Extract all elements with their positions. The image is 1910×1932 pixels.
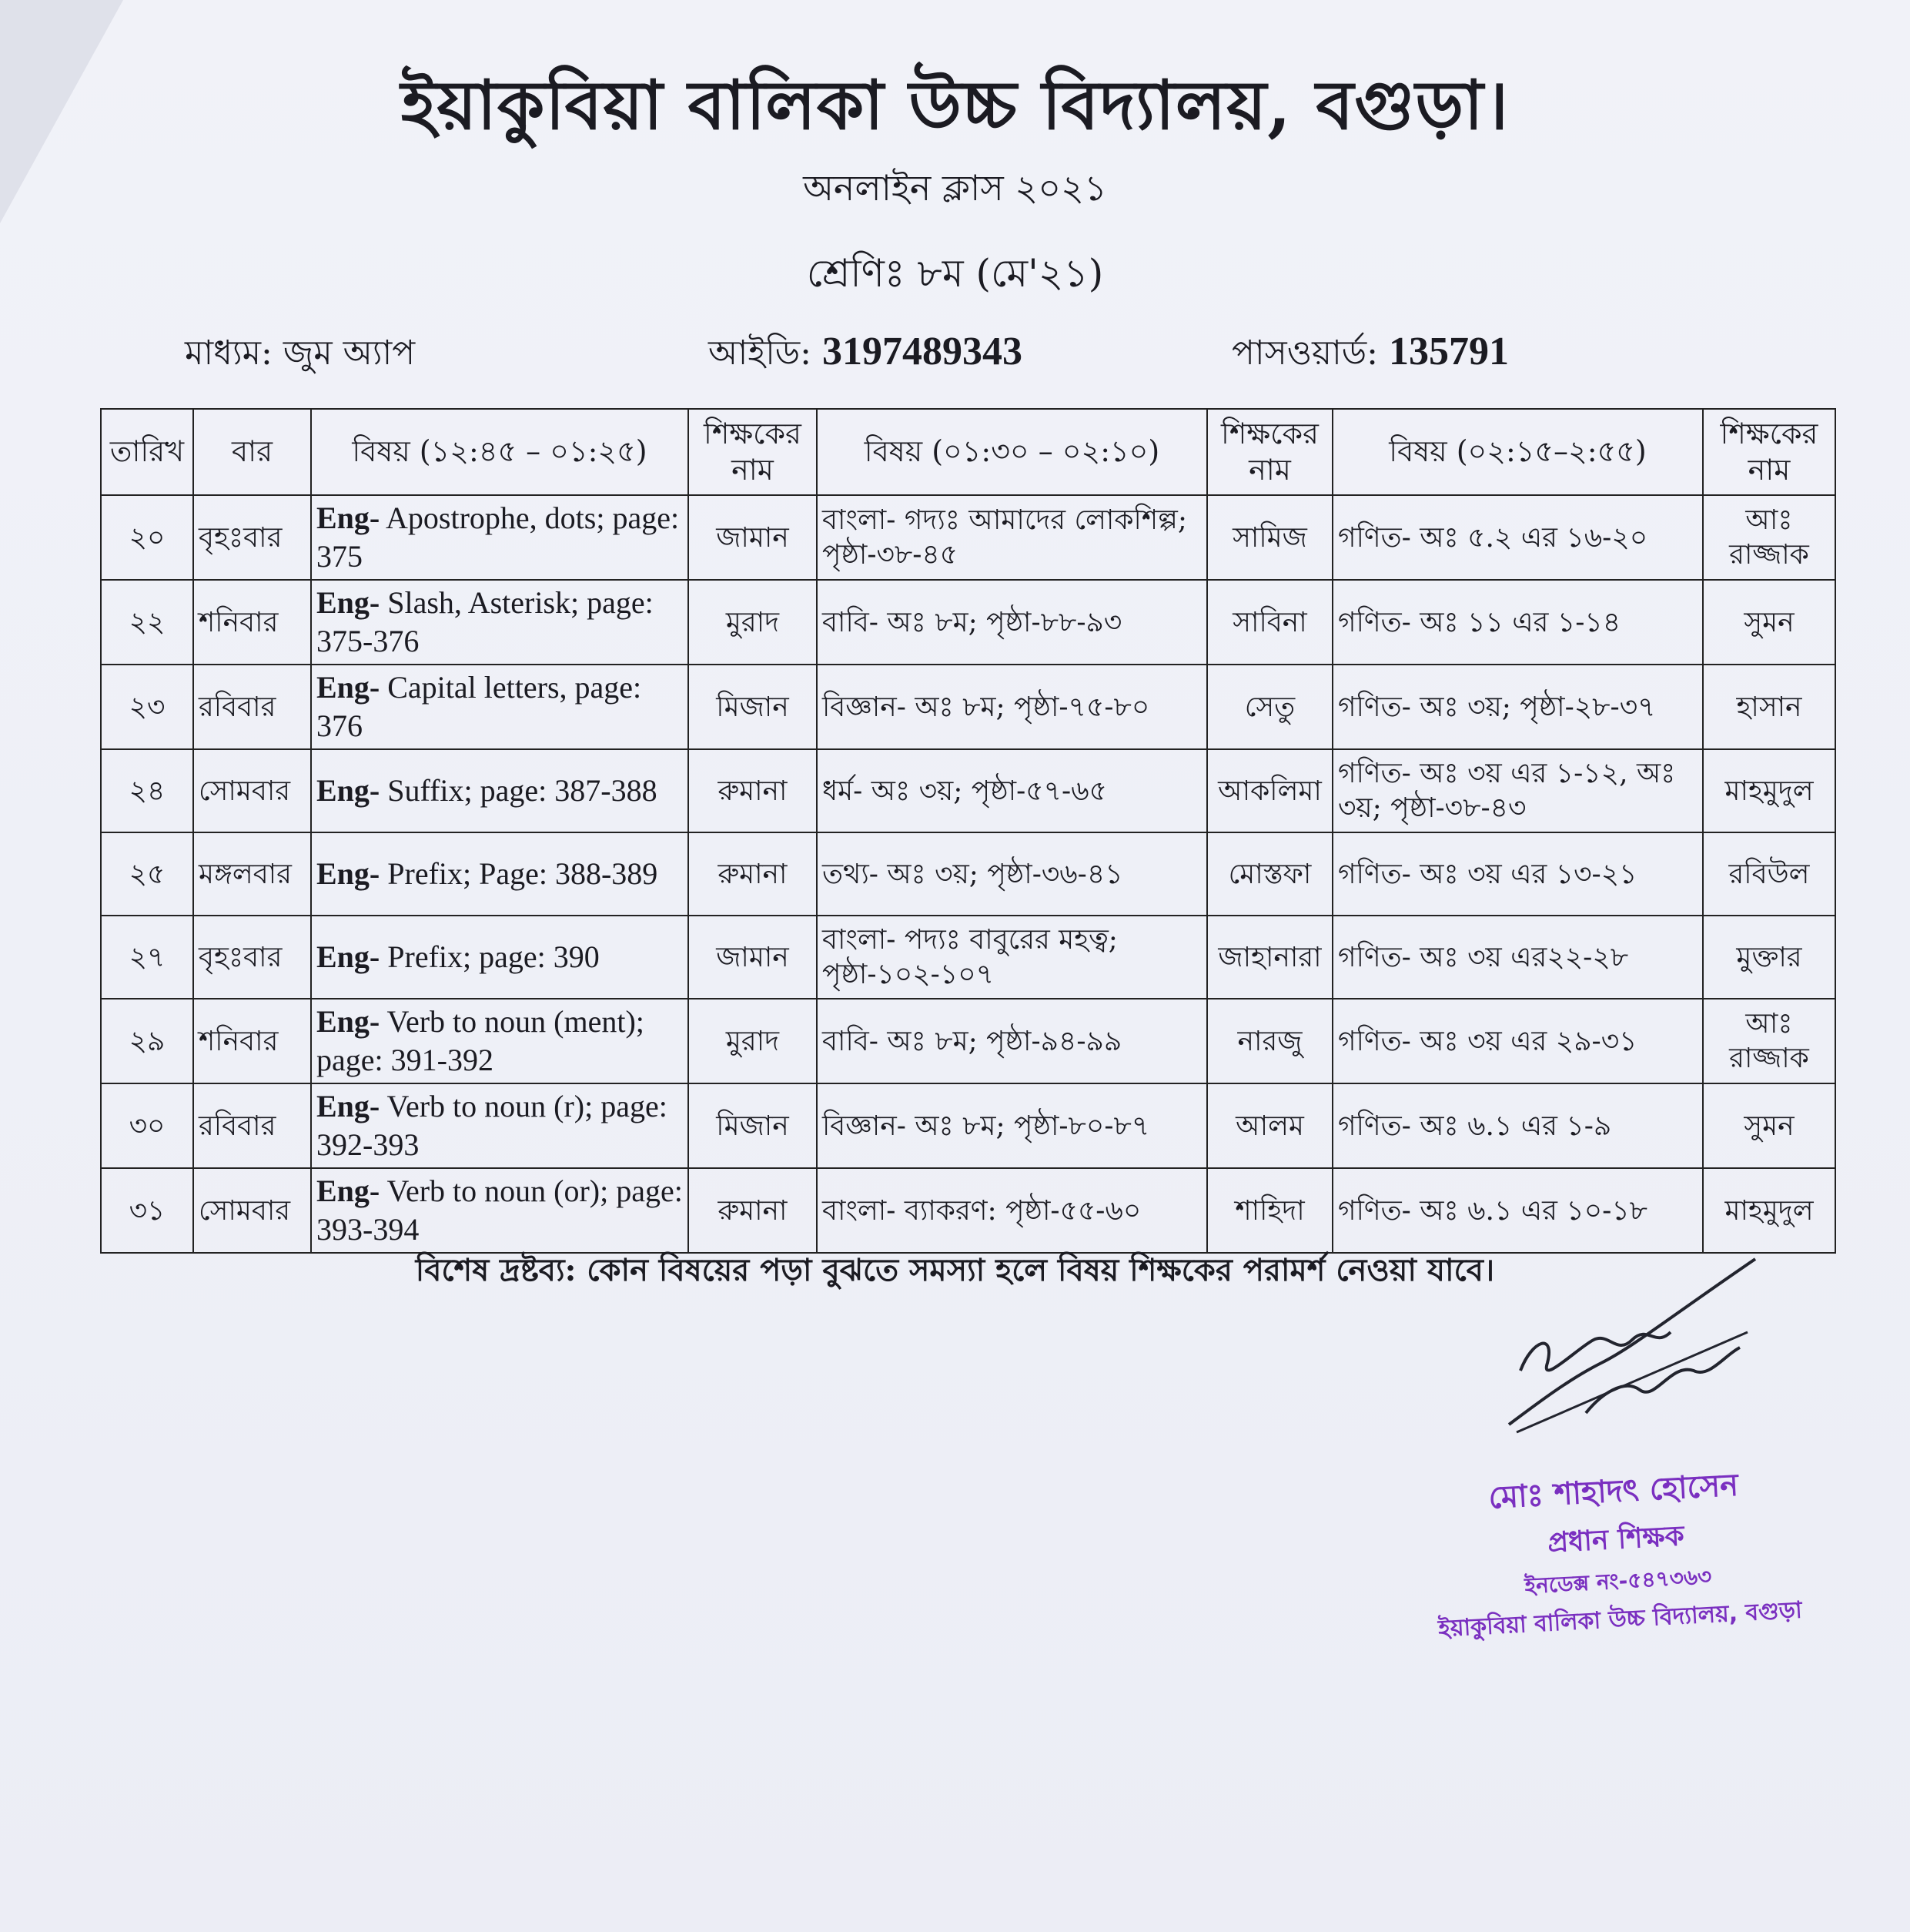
subject-cell-3: গণিত- অঃ ৩য় এর ১৩-২১ — [1333, 832, 1703, 916]
eng-topic: Verb to noun (ment); page: 391-392 — [316, 1004, 644, 1077]
day-cell: রবিবার — [193, 1083, 311, 1168]
english-subject-cell — [311, 1168, 688, 1253]
table-row — [101, 495, 1835, 580]
special-note: বিশেষ দ্রষ্টব্য: কোন বিষয়ের পড়া বুঝতে সমস্যা হলে বিষয় শিক্ষকের পরামর্শ নেওয়া যাবে। — [415, 1252, 1495, 1288]
day-cell: বৃহঃবার — [193, 916, 311, 999]
table-row — [101, 1168, 1835, 1253]
subject-cell-3: গণিত- অঃ ১১ এর ১-১৪ — [1333, 580, 1703, 665]
date-cell: ৩১ — [101, 1168, 193, 1253]
teacher-cell-2: সামিজ — [1207, 495, 1333, 580]
day-cell: সোমবার — [193, 1168, 311, 1253]
password-label: পাসওয়ার্ড: — [1232, 333, 1389, 373]
eng-prefix: Eng- — [316, 585, 380, 620]
subject-cell-2: বাংলা- পদ্যঃ বাবুরের মহত্ব; পৃষ্ঠা-১০২-১০৭ — [817, 916, 1207, 999]
eng-topic: Prefix; Page: 388-389 — [380, 856, 658, 891]
meeting-id-value: 3197489343 — [822, 330, 1022, 373]
english-subject-cell — [311, 580, 688, 665]
subject-cell-2: বিজ্ঞান- অঃ ৮ম; পৃষ্ঠা-৮০-৮৭ — [817, 1083, 1207, 1168]
stamp-school: ইয়াকুবিয়া বালিকা উচ্চ বিদ্যালয়, বগুড়া — [1437, 1596, 1803, 1643]
teacher-cell-1: জামান — [688, 916, 817, 999]
subject-cell-3: গণিত- অঃ ৩য় এর২২-২৮ — [1333, 916, 1703, 999]
subject-cell-2: বাবি- অঃ ৮ম; পৃষ্ঠা-৯৪-৯৯ — [817, 999, 1207, 1083]
date-cell: ২৯ — [101, 999, 193, 1083]
teacher-cell-3: সুমন — [1703, 580, 1835, 665]
teacher-cell-2: সাবিনা — [1207, 580, 1333, 665]
eng-topic: Verb to noun (or); page: 393-394 — [316, 1174, 683, 1247]
teacher-cell-3: মাহমুদুল — [1703, 749, 1835, 832]
english-subject-cell — [311, 495, 688, 580]
teacher-cell-3: রবিউল — [1703, 832, 1835, 916]
english-subject-cell — [311, 1083, 688, 1168]
subject-cell-2: বিজ্ঞান- অঃ ৮ম; পৃষ্ঠা-৭৫-৮০ — [817, 665, 1207, 749]
subject-cell-2: তথ্য- অঃ ৩য়; পৃষ্ঠা-৩৬-৪১ — [817, 832, 1207, 916]
table-row — [101, 580, 1835, 665]
subject-cell-2: ধর্ম- অঃ ৩য়; পৃষ্ঠা-৫৭-৬৫ — [817, 749, 1207, 832]
header-teacher-3: শিক্ষকের নাম — [1703, 409, 1835, 495]
english-subject-cell — [311, 665, 688, 749]
english-subject-cell — [311, 749, 688, 832]
day-cell: বৃহঃবার — [193, 495, 311, 580]
date-cell: ২২ — [101, 580, 193, 665]
eng-prefix: Eng- — [316, 501, 380, 535]
date-cell: ২৪ — [101, 749, 193, 832]
date-cell: ২৩ — [101, 665, 193, 749]
table-header-row — [101, 409, 1835, 495]
teacher-cell-2: নারজু — [1207, 999, 1333, 1083]
header-day: বার — [193, 409, 311, 495]
eng-topic: Capital letters, page: 376 — [316, 670, 642, 743]
medium-label: মাধ্যম: জুম অ্যাপ — [185, 333, 416, 373]
eng-prefix: Eng- — [316, 773, 380, 808]
teacher-cell-3: হাসান — [1703, 665, 1835, 749]
eng-prefix: Eng- — [316, 1174, 380, 1208]
subject-cell-3: গণিত- অঃ ৩য়; পৃষ্ঠা-২৮-৩৭ — [1333, 665, 1703, 749]
table-row — [101, 665, 1835, 749]
online-class-subtitle: অনলাইন ক্লাস ২০২১ — [803, 167, 1107, 209]
subject-cell-3: গণিত- অঃ ৫.২ এর ১৬-২০ — [1333, 495, 1703, 580]
header-subject-2: বিষয় (০১:৩০ – ০২:১০) — [817, 409, 1207, 495]
date-cell: ২৭ — [101, 916, 193, 999]
header-date: তারিখ — [101, 409, 193, 495]
teacher-cell-2: আলম — [1207, 1083, 1333, 1168]
teacher-cell-3: সুমন — [1703, 1083, 1835, 1168]
headmaster-signature — [1494, 1247, 1771, 1440]
header-teacher-1: শিক্ষকের নাম — [688, 409, 817, 495]
subject-cell-3: গণিত- অঃ ৬.১ এর ১০-১৮ — [1333, 1168, 1703, 1253]
subject-cell-3: গণিত- অঃ ৩য় এর ১-১২, অঃ ৩য়; পৃষ্ঠা-৩৮-৪৩ — [1333, 749, 1703, 832]
password-value: 135791 — [1388, 330, 1509, 373]
eng-topic: Suffix; page: 387-388 — [380, 773, 657, 808]
table-row — [101, 832, 1835, 916]
stamp-index: ইনডেক্স নং-৫৪৭৩৬৩ — [1524, 1563, 1713, 1599]
meeting-password — [1232, 327, 1509, 383]
teacher-cell-3: মুক্তার — [1703, 916, 1835, 999]
stamp-name: মোঃ শাহাদৎ হোসেন — [1487, 1467, 1740, 1516]
class-line: শ্রেণিঃ ৮ম (মে'২১) — [806, 251, 1104, 296]
meeting-id-label: আইডি: — [708, 333, 822, 373]
subject-cell-3: গণিত- অঃ ৩য় এর ২৯-৩১ — [1333, 999, 1703, 1083]
eng-prefix: Eng- — [316, 856, 380, 891]
teacher-cell-1: মুরাদ — [688, 999, 817, 1083]
teacher-cell-1: জামান — [688, 495, 817, 580]
table-row — [101, 749, 1835, 832]
teacher-cell-3: আঃ রাজ্জাক — [1703, 999, 1835, 1083]
day-cell: শনিবার — [193, 580, 311, 665]
teacher-cell-2: মোস্তফা — [1207, 832, 1333, 916]
teacher-cell-2: আকলিমা — [1207, 749, 1333, 832]
teacher-cell-1: মিজান — [688, 665, 817, 749]
day-cell: মঙ্গলবার — [193, 832, 311, 916]
teacher-cell-3: আঃ রাজ্জাক — [1703, 495, 1835, 580]
eng-prefix: Eng- — [316, 670, 380, 705]
day-cell: রবিবার — [193, 665, 311, 749]
subject-cell-3: গণিত- অঃ ৬.১ এর ১-৯ — [1333, 1083, 1703, 1168]
english-subject-cell — [311, 999, 688, 1083]
teacher-cell-1: রুমানা — [688, 749, 817, 832]
table-row — [101, 1083, 1835, 1168]
subject-cell-2: বাবি- অঃ ৮ম; পৃষ্ঠা-৮৮-৯৩ — [817, 580, 1207, 665]
subject-cell-2: বাংলা- ব্যাকরণ: পৃষ্ঠা-৫৫-৬০ — [817, 1168, 1207, 1253]
eng-topic: Prefix; page: 390 — [380, 939, 600, 974]
teacher-cell-2: সেতু — [1207, 665, 1333, 749]
meeting-id — [708, 327, 1022, 383]
headmaster-stamp — [1412, 1457, 1821, 1651]
teacher-cell-3: মাহমুদুল — [1703, 1168, 1835, 1253]
class-routine-table — [100, 408, 1836, 1254]
date-cell: ২৫ — [101, 832, 193, 916]
header-subject-3: বিষয় (০২:১৫–২:৫৫) — [1333, 409, 1703, 495]
eng-prefix: Eng- — [316, 1089, 380, 1123]
teacher-cell-1: রুমানা — [688, 832, 817, 916]
eng-prefix: Eng- — [316, 1004, 380, 1039]
eng-topic: Slash, Asterisk; page: 375-376 — [316, 585, 654, 658]
teacher-cell-2: জাহানারা — [1207, 916, 1333, 999]
date-cell: ৩০ — [101, 1083, 193, 1168]
eng-topic: Apostrophe, dots; page: 375 — [316, 501, 680, 574]
date-cell: ২০ — [101, 495, 193, 580]
header-teacher-2: শিক্ষকের নাম — [1207, 409, 1333, 495]
teacher-cell-1: রুমানা — [688, 1168, 817, 1253]
teacher-cell-2: শাহিদা — [1207, 1168, 1333, 1253]
table-row — [101, 916, 1835, 999]
table-row — [101, 999, 1835, 1083]
day-cell: শনিবার — [193, 999, 311, 1083]
eng-prefix: Eng- — [316, 939, 380, 974]
english-subject-cell — [311, 916, 688, 999]
school-title: ইয়াকুবিয়া বালিকা উচ্চ বিদ্যালয়, বগুড়া। — [400, 65, 1510, 145]
day-cell: সোমবার — [193, 749, 311, 832]
subject-cell-2: বাংলা- গদ্যঃ আমাদের লোকশিল্প; পৃষ্ঠা-৩৮-৪৫ — [817, 495, 1207, 580]
teacher-cell-1: মুরাদ — [688, 580, 817, 665]
eng-topic: Verb to noun (r); page: 392-393 — [316, 1089, 667, 1162]
english-subject-cell — [311, 832, 688, 916]
header-subject-1: বিষয় (১২:৪৫ – ০১:২৫) — [311, 409, 688, 495]
teacher-cell-1: মিজান — [688, 1083, 817, 1168]
stamp-designation: প্রধান শিক্ষক — [1547, 1520, 1685, 1559]
